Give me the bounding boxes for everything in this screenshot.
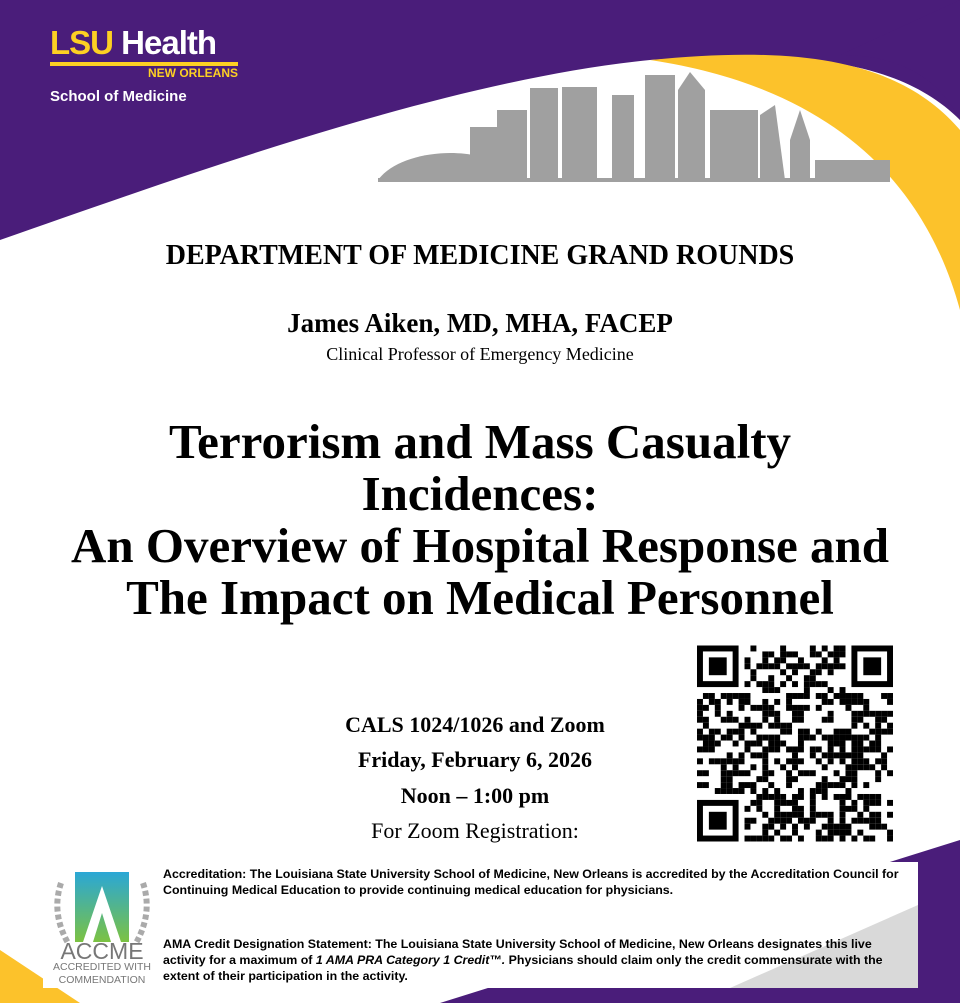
accme-line2: COMMENDATION: [58, 974, 146, 986]
logo-health: Health: [121, 24, 217, 61]
title-line: Incidences:: [361, 466, 599, 521]
accme-logo: [43, 868, 161, 948]
title-line: An Overview of Hospital Response and: [70, 518, 890, 573]
zoom-registration-label: For Zoom Registration:: [371, 818, 579, 843]
logo-school: School of Medicine: [50, 88, 187, 105]
credit-text-end: Physicians should claim only the credit commensurate with the extent of their participation in the activity.: [163, 953, 883, 983]
talk-title: [0, 416, 960, 624]
credit-designation-statement: [163, 936, 913, 984]
logo-lsu: LSU: [50, 24, 113, 61]
logo-city: NEW ORLEANS: [148, 66, 238, 80]
accme-line1: ACCREDITED WITH: [53, 961, 151, 973]
event-date: Friday, February 6, 2026: [357, 747, 593, 772]
event-location: CALS 1024/1026 and Zoom: [345, 712, 605, 737]
credit-text: AMA Credit Designation Statement: The Louisiana State University School of Medicine, New Orleans designates this live activity for a maximum of: [163, 937, 872, 967]
speaker-role: Clinical Professor of Emergency Medicine: [326, 344, 634, 364]
department-heading: DEPARTMENT OF MEDICINE GRAND ROUNDS: [165, 240, 795, 271]
credit-italic: 1 AMA PRA Category 1 Credit™.: [315, 953, 506, 967]
title-line: Terrorism and Mass Casualty: [168, 414, 792, 469]
accme-name: ACCME: [60, 938, 144, 964]
event-time: Noon – 1:00 pm: [400, 783, 550, 808]
speaker-name: James Aiken, MD, MHA, FACEP: [287, 308, 673, 338]
lsu-health-logo: [50, 26, 216, 59]
title-line: The Impact on Medical Personnel: [126, 570, 834, 625]
registration-qr-code[interactable]: [697, 645, 893, 842]
accreditation-statement: Accreditation: The Louisiana State University School of Medicine, New Orleans is accredited by the Accreditation Council for Continuing Medical Education to provide continuing medical education for physicians.: [163, 867, 899, 897]
